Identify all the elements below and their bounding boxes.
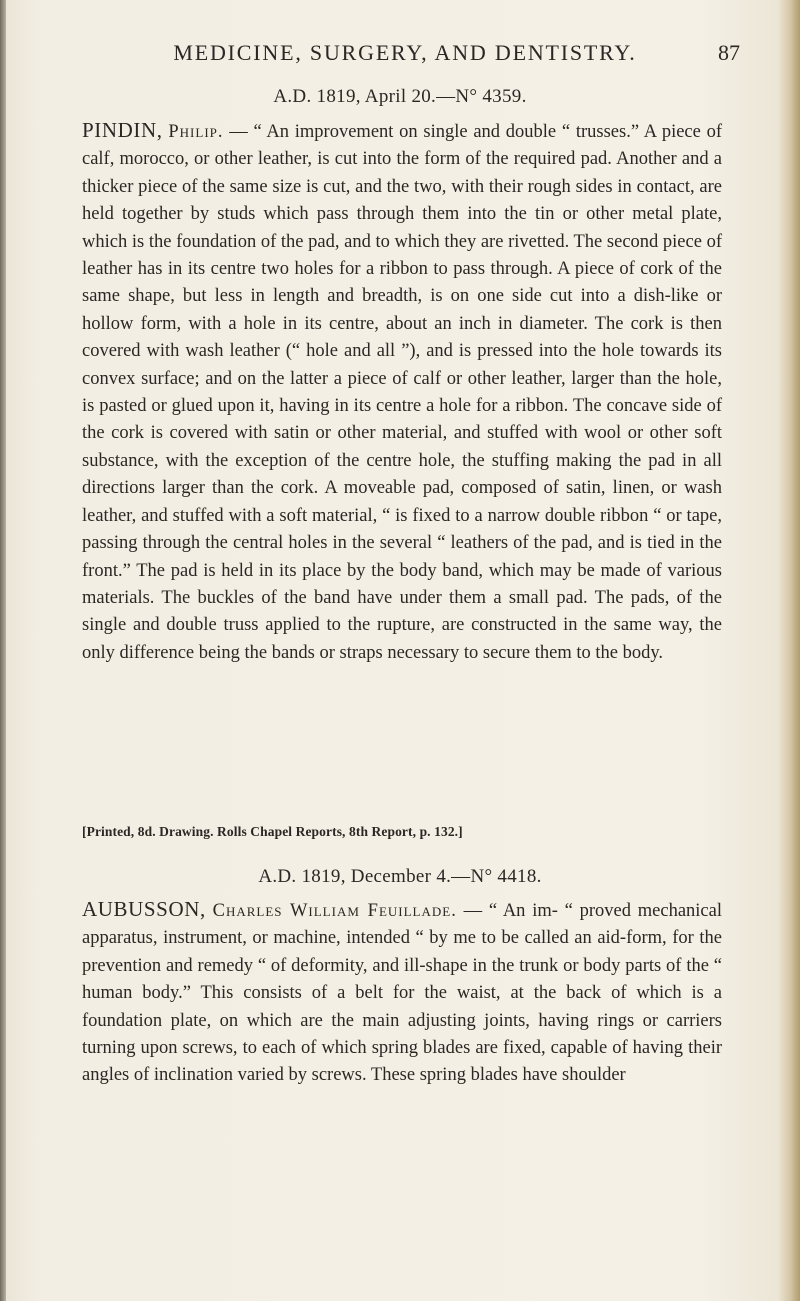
patentee-forename: Philip. (168, 122, 224, 142)
patentee-forename: Charles William Feuillade. (212, 901, 457, 921)
page-gutter-shadow (0, 0, 6, 1301)
entry-body (82, 896, 722, 1090)
entry-description: — “ An improvement on single and double “ trusses.” A piece of calf, morocco, or other leather, is cut into the form of the required pad. Another and a thicker piece of the same size is cut, and the two, with their rough sides in contact, are held together by studs which pass through them into the tin or other metal plate, which is the foundation of the pad, and to which they are rivetted. The second piece of leather has in its centre two holes for a ribbon to pass through. A piece of cork of the same shape, but less in length and breadth, is on one side cut into a dish-like or hollow form, with a hole in its centre, about an inch in diameter. The cork is then covered with wash leather (“ hole and all ”), and is pressed into the hole towards its convex surface; and on the latter a piece of calf or other leather, larger than the hole, is pasted or glued upon it, having in its centre a hole for a ribbon. The concave side of the cork is covered with satin or other material, and stuffed with wool or other soft substance, with the exception of the centre hole, the stuffing making the pad in all directions larger than the cork. A moveable pad, composed of satin, linen, or wash leather, and stuffed with a soft material, “ is fixed to a narrow double ribbon “ or tape, passing through the central holes in the several “ leathers of the pad, and is tied in the front.” The pad is held in its place by the body band, which may be made of various materials. The buckles of the band have under them a small pad. The pads, of the single and double truss applied to the rupture, are constructed in the same way, the only difference being the bands or straps necessary to secure them to the body. (82, 122, 723, 663)
page-number: 87 (718, 40, 740, 65)
entry-heading: A.D. 1819, April 20.—N° 4359. (273, 86, 527, 107)
page-edge-discoloration (778, 0, 800, 1301)
patentee-surname: AUBUSSON, (82, 897, 206, 921)
entry-heading: A.D. 1819, December 4.—N° 4418. (258, 866, 542, 887)
printing-citation: [Printed, 8d. Drawing. Rolls Chapel Reports, 8th Report, p. 132.] (82, 824, 463, 839)
entry-body (82, 117, 722, 667)
patentee-surname: PINDIN, (82, 118, 163, 142)
running-head (100, 40, 740, 80)
running-title: MEDICINE, SURGERY, AND DENTISTRY. (173, 40, 637, 65)
entry-description: — “ An im- “ proved mechanical apparatus, instrument, or machine, intended “ by me to be called an aid-form, for the prevention and remedy “ of deformity, and ill-shape in the trunk or body parts of the “ human body.” This consists of a belt for the waist, at the back of which is a foundation plate, on which are the main adjusting joints, having rings or carriers turning upon screws, to each of which spring blades are fixed, capable of having their angles of inclination varied by screws. These spring blades have shoulder (82, 901, 722, 1086)
